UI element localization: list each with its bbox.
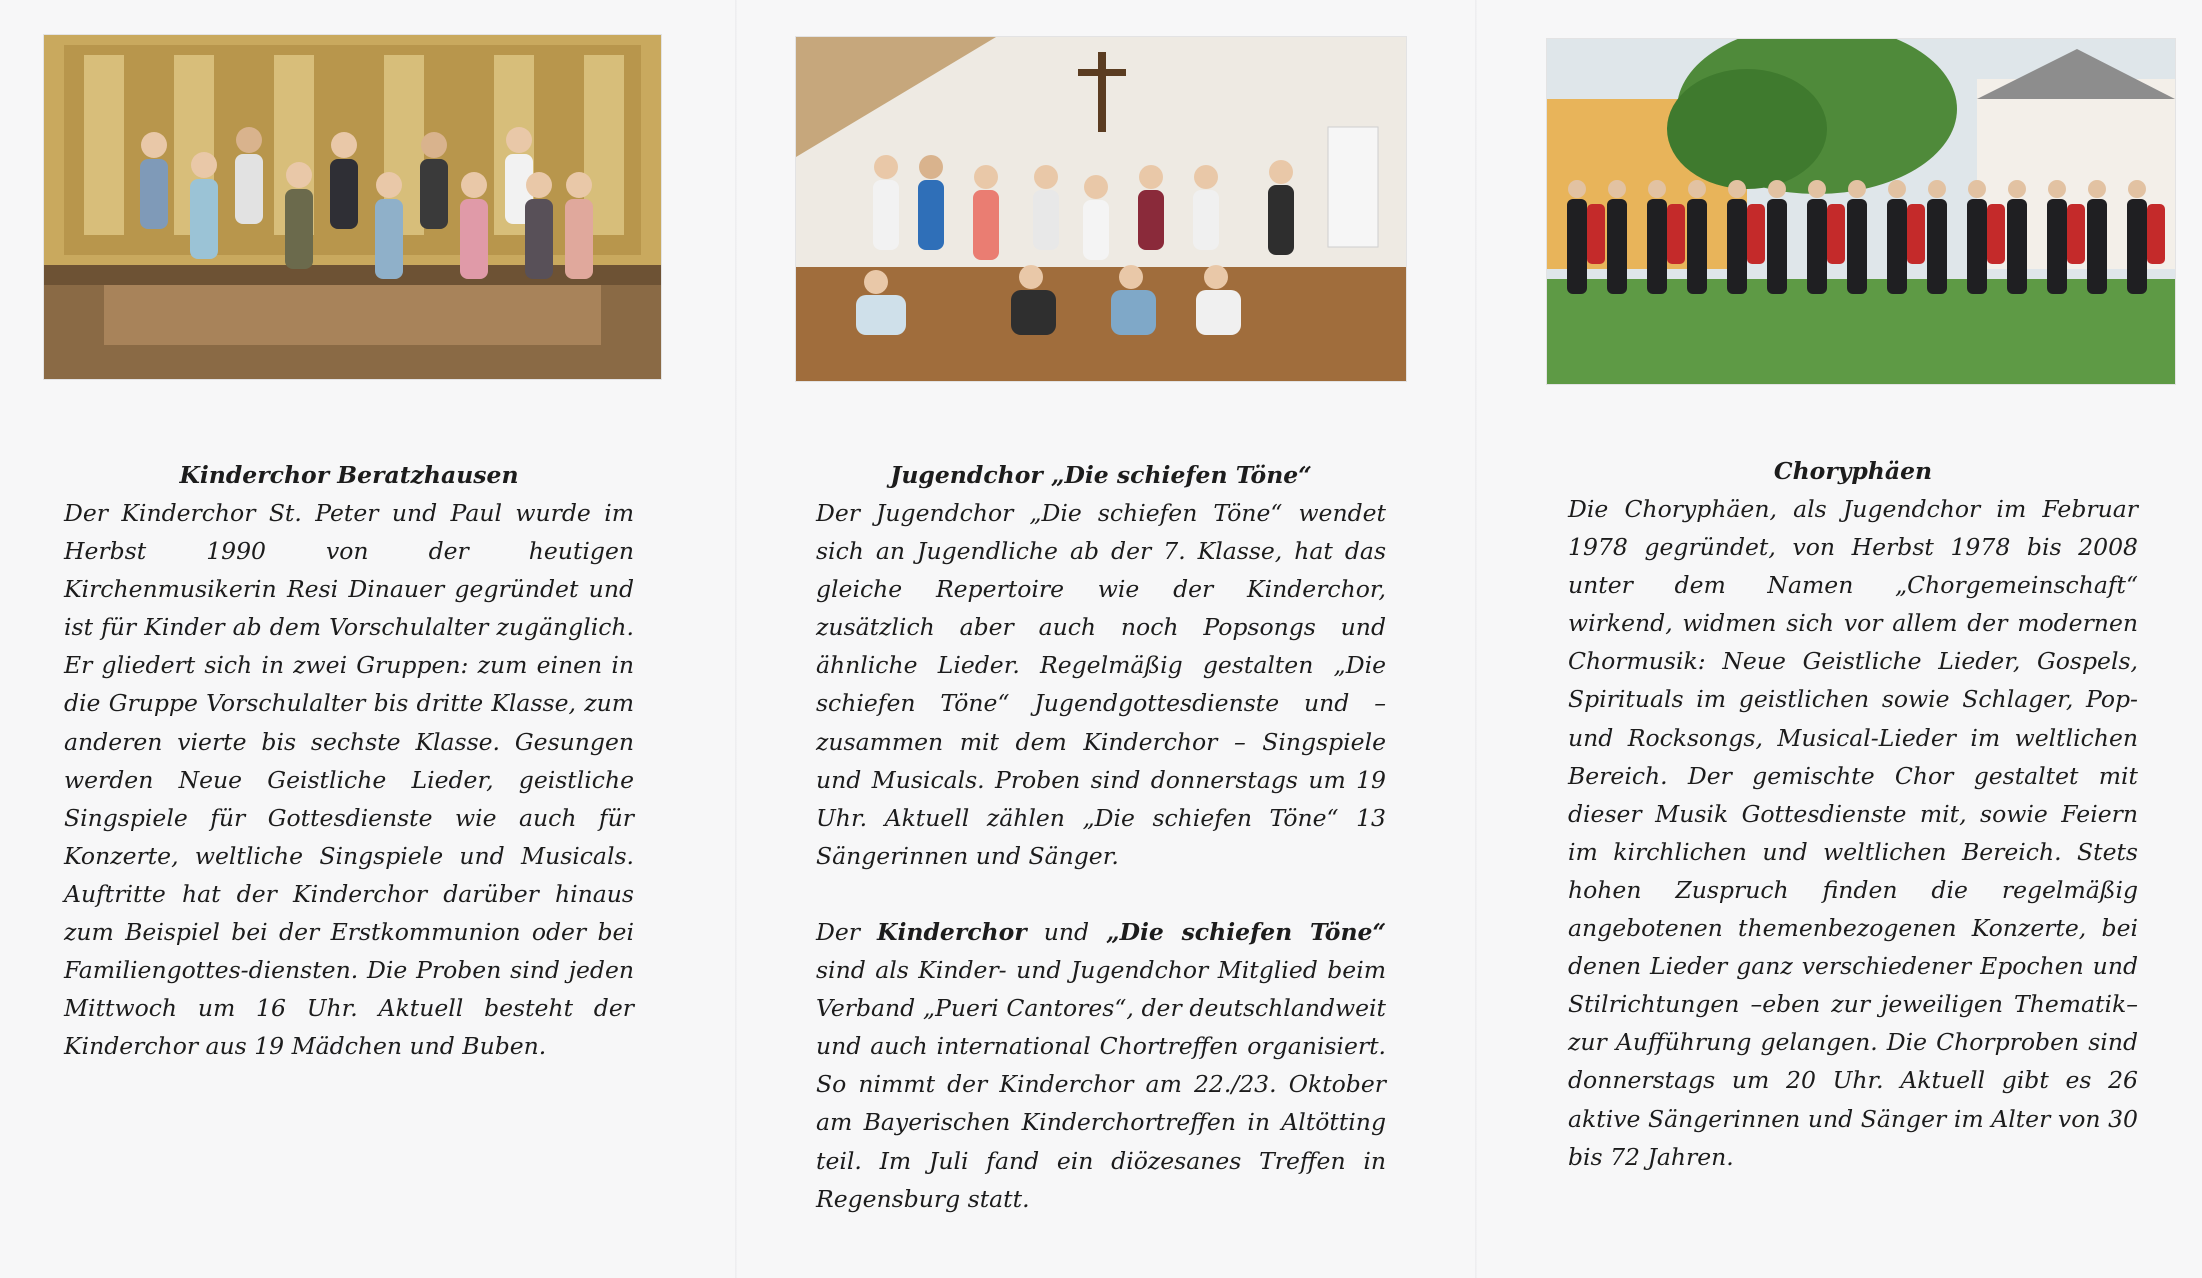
text-choryphaeen: Die Choryphäen, als Jugendchor im Februar 1978 gegründet, von Herbst 1978 bis 2008 unter dem Namen „Chorgemeinschaft“ wirkend, widmen sich vor allem der modernen Chormusik: Neue Geistliche Lieder, Gospels, Spirituals im geistlichen sowie Schlager, Pop- und Rocksongs, Musical-Lieder im weltlichen Bereich. Der gemischte Chor gestaltet mit dieser Musik Gottesdienste mit, sowie Feiern im kirchlichen und weltlichen Bereich. Stets hohen Zuspruch finden die regelmäßig angebotenen themenbezogenen Konzerte, bei denen Lieder ganz verschiedener Epochen und Stilrichtungen –eben zur jeweiligen Thematik– zur Aufführung gelangen. Die Chorproben sind donnerstags um 20 Uhr. Aktuell gibt es 26 aktive Sängerinnen und Sänger im Alter von 30 bis 72 Jahren. xyxy=(1568,495,2138,1171)
column-jugendchor xyxy=(737,0,1475,1278)
text-pueri-bold-kinderchor: Kinderchor xyxy=(877,918,1027,946)
heading-choryphaeen: Choryphäen xyxy=(1773,457,1933,485)
photo-kinderchor xyxy=(44,35,661,379)
photo-choryphaeen xyxy=(1547,39,2175,384)
text-pueri-bold-schiefen-toene: „Die schiefen Töne“ xyxy=(1106,918,1386,946)
heading-jugendchor: Jugendchor „Die schiefen Töne“ xyxy=(890,461,1312,489)
column-choryphaeen xyxy=(1477,0,2202,1278)
text-pueri-pre: Der xyxy=(816,918,878,946)
column-kinderchor xyxy=(0,0,735,1278)
text-kinderchor: Der Kinderchor St. Peter und Paul wurde im Herbst 1990 von der heutigen Kirchenmusikerin Resi Dinauer gegründet und ist für Kinder ab dem Vorschulalter zugänglich. Er gliedert sich in zwei Gruppen: zum einen in die Gruppe Vorschulalter bis dritte Klasse, zum anderen vierte bis sechste Klasse. Gesungen werden Neue Geistliche Lieder, geistliche Singspiele für Gottesdienste wie auch für Konzerte, weltliche Singspiele und Musicals. Auftritte hat der Kinderchor darüber hinaus zum Beispiel bei der Erstkommunion oder bei Familiengottes-diensten. Die Proben sind jeden Mittwoch um 16 Uhr. Aktuell besteht der Kinderchor aus 19 Mädchen und Buben. xyxy=(64,499,634,1061)
text-pueri-post: sind als Kinder- und Jugendchor Mitglied beim Verband „Pueri Cantores“, der deutschlandweit und auch international Chortreffen organisiert. So nimmt der Kinderchor am 22./23. Oktober am Bayerischen Kinderchortreffen in Altötting teil. Im Juli fand ein diözesanes Treffen in Regensburg statt. xyxy=(816,956,1386,1213)
text-pueri-mid: und xyxy=(1026,918,1107,946)
text-jugendchor: Der Jugendchor „Die schiefen Töne“ wendet sich an Jugendliche ab der 7. Klasse, hat das gleiche Repertoire wie der Kinderchor, zusätzlich aber auch noch Popsongs und ähnliche Lieder. Regelmäßig gestalten „Die schiefen Töne“ Jugendgottesdienste und – zusammen mit dem Kinderchor – Singspiele und Musicals. Proben sind donnerstags um 19 Uhr. Aktuell zählen „Die schiefen Töne“ 13 Sängerinnen und Sänger. xyxy=(816,499,1386,870)
text-pueri-cantores xyxy=(816,913,1386,1218)
photo-jugendchor xyxy=(796,37,1406,381)
heading-kinderchor: Kinderchor Beratzhausen xyxy=(179,461,519,489)
